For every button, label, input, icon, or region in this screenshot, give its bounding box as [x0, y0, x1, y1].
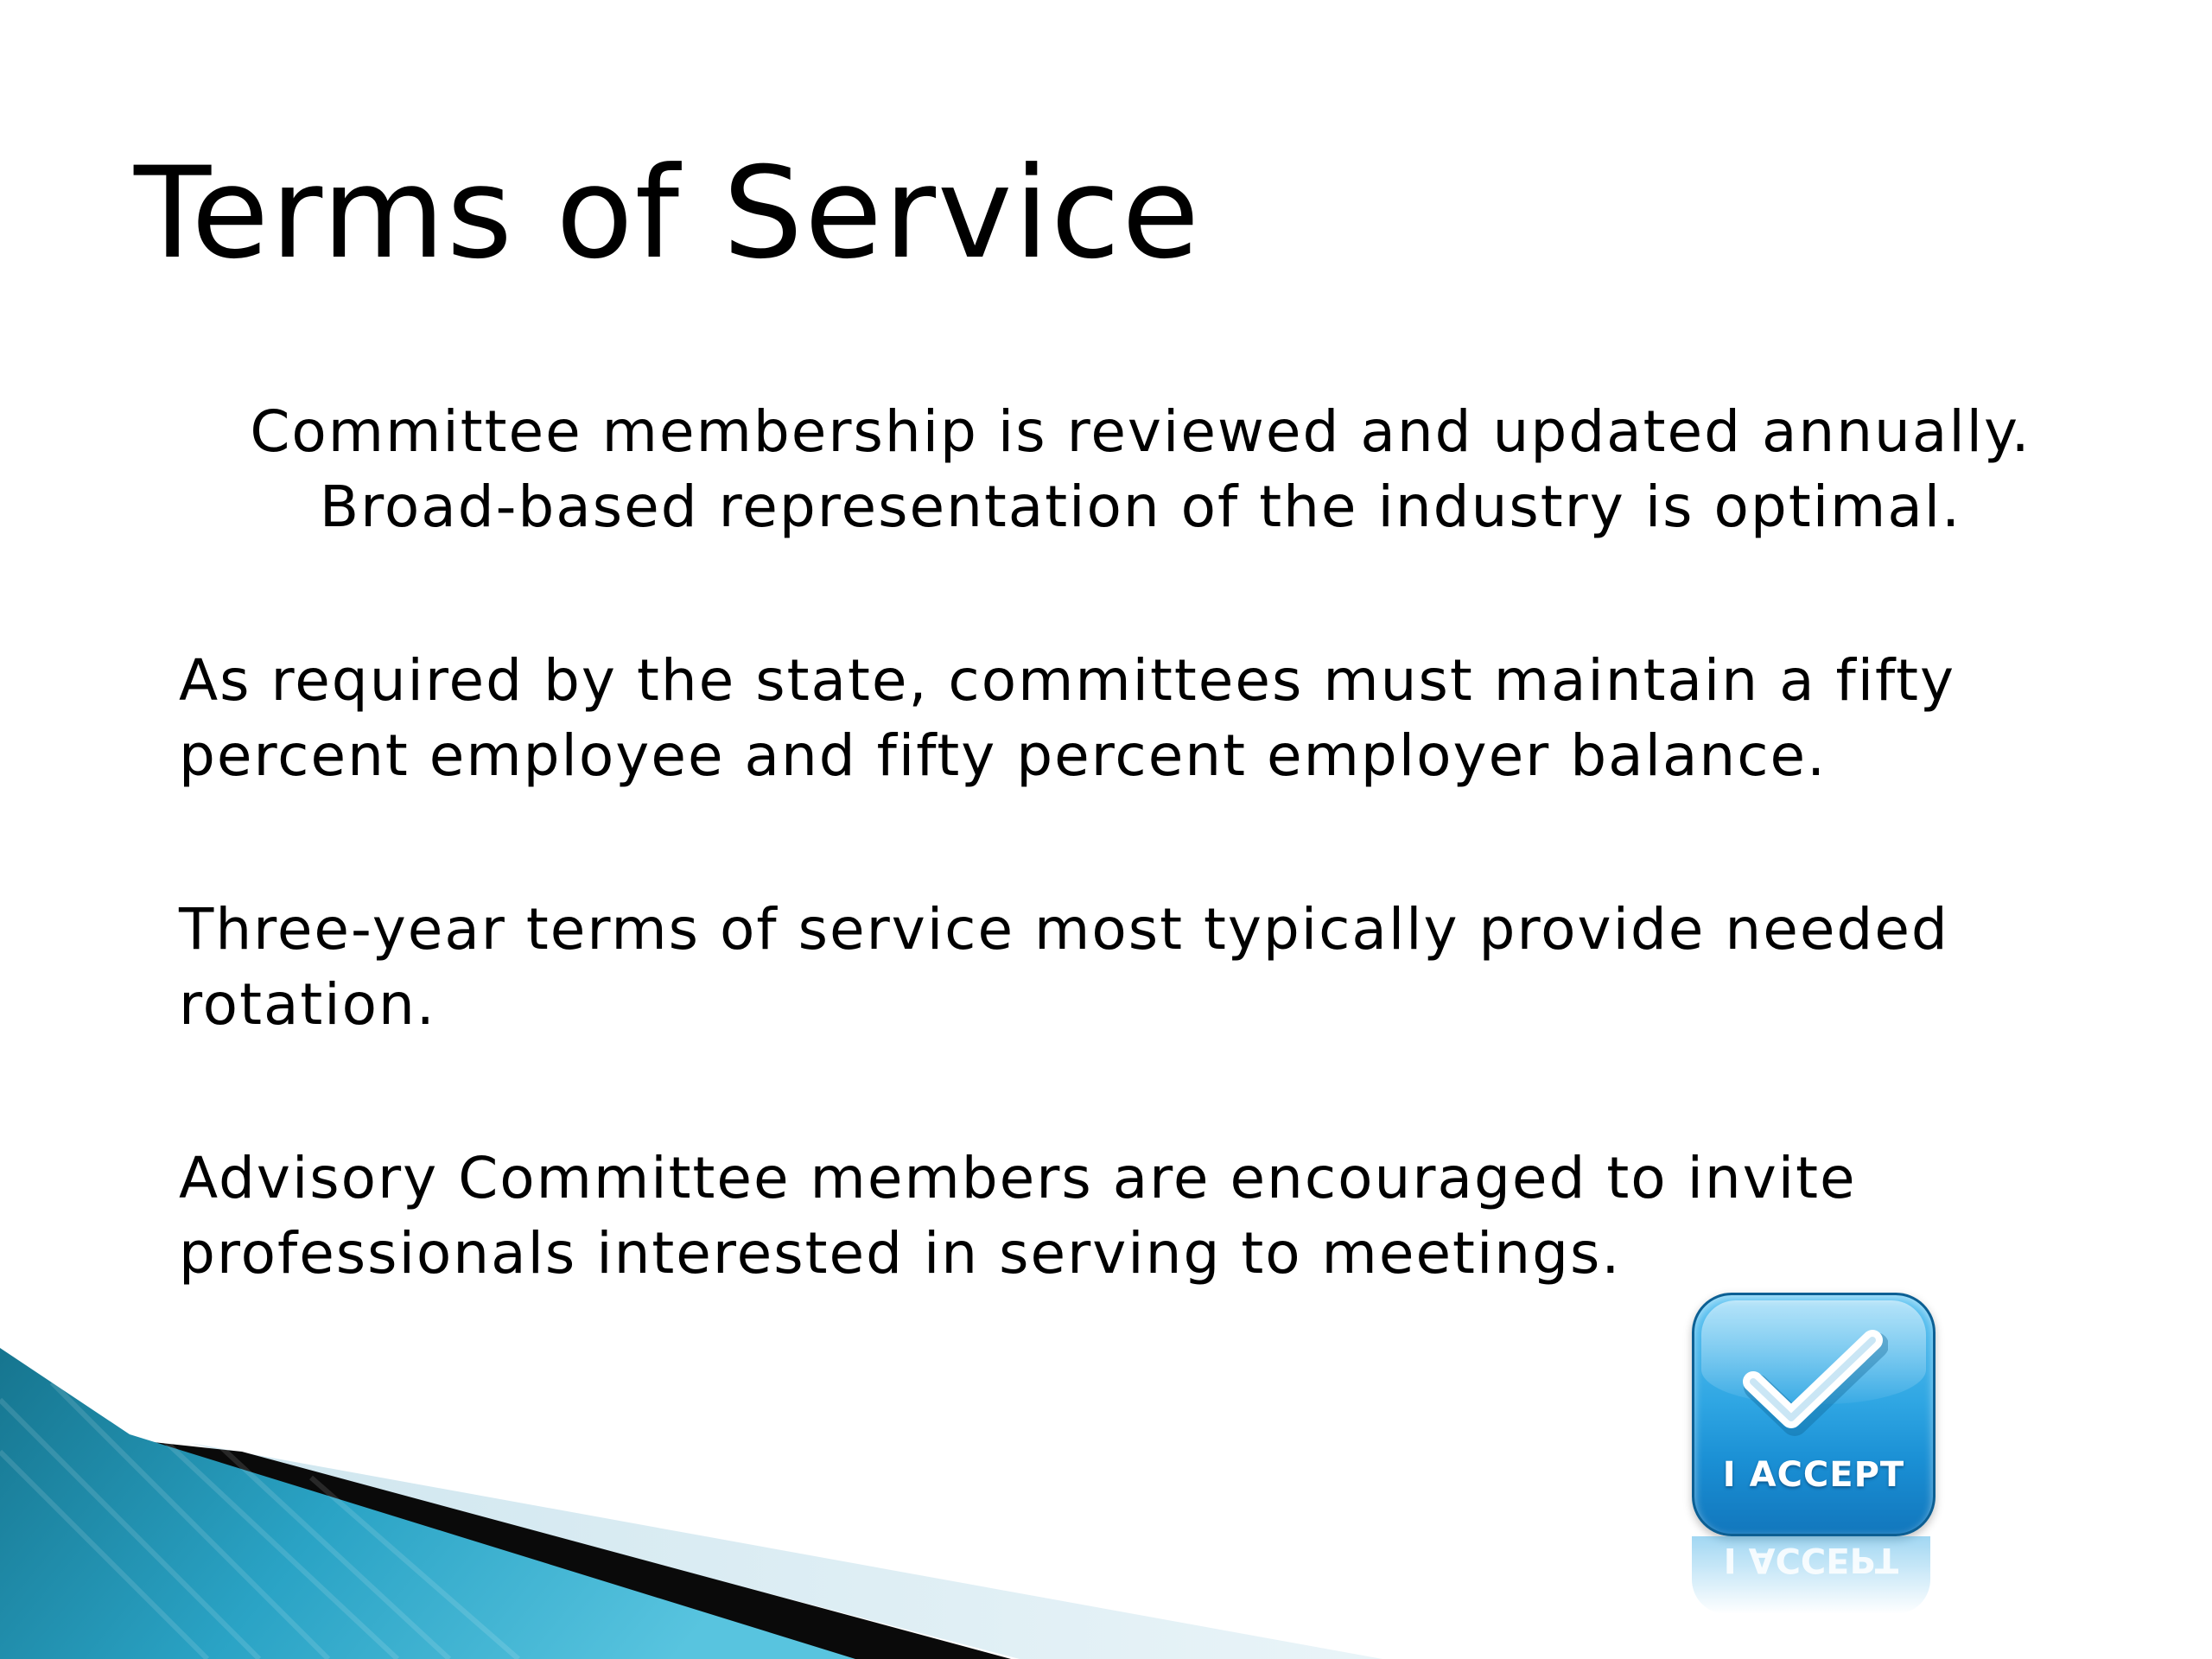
paragraph-line: Broad-based representation of the industry is optimal.: [319, 474, 1962, 540]
paragraph-line: rotation.: [179, 971, 436, 1038]
accept-button[interactable]: [1692, 1293, 1936, 1536]
button-reflection: [1692, 1536, 1930, 1614]
corner-swoosh-decoration: [0, 1348, 1382, 1659]
paragraph-line: professionals interested in serving to meetings.: [179, 1220, 1622, 1287]
paragraph-line: Committee membership is reviewed and updated annually.: [250, 398, 2031, 465]
paragraph-membership: [0, 394, 2212, 544]
paragraph-terms: [179, 892, 1949, 1042]
accept-badge: [1692, 1293, 1934, 1621]
paragraph-line: Advisory Committee members are encouraged to invite: [179, 1145, 1857, 1211]
checkmark-icon: [1741, 1330, 1888, 1442]
paragraph-balance: [179, 643, 1955, 793]
slide-title: Terms of Service: [134, 140, 1202, 287]
paragraph-line: As required by the state, committees must maintain a fifty: [179, 647, 1956, 714]
reflection-label: I ACCEPT: [1723, 1540, 1899, 1580]
paragraph-invite: [179, 1141, 1857, 1291]
accept-label: I ACCEPT: [1722, 1455, 1905, 1495]
paragraph-line: percent employee and fifty percent employer balance.: [179, 722, 1827, 789]
paragraph-line: Three-year terms of service most typically provide needed: [179, 896, 1949, 963]
